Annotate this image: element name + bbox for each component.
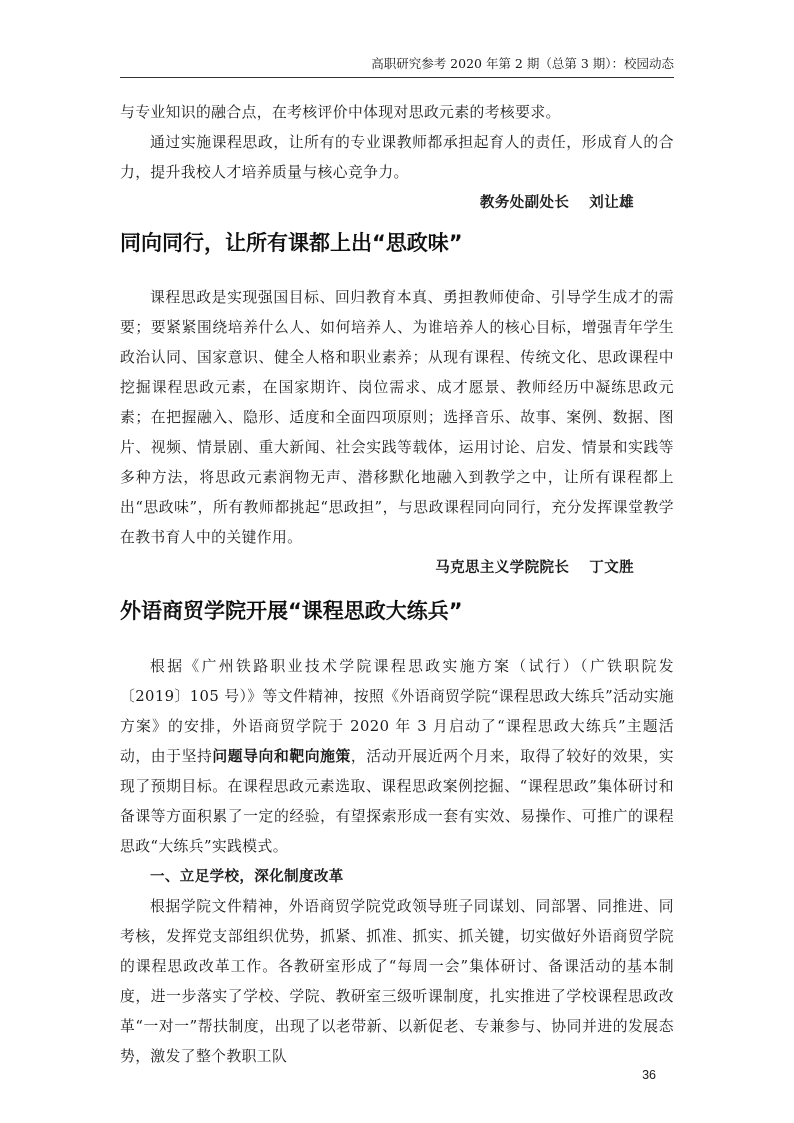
signature-name: 丁文胜 — [589, 560, 634, 576]
paragraph: 课程思政是实现强国目标、回归教育本真、勇担教师使命、引导学生成才的需要；要紧紧围绕培养什么人、如何培养人、为谁培养人的核心目标，增强青年学生政治认同、国家意识、健全人格和职业素养；从现有课程、传统文化、思政课程中挖掘课程思政元素，在国家期许、岗位需求、成才愿景、教师经历中凝练思政元素；在把握融入、隐形、适度和全面四项原则；选择音乐、故事、案例、数据、图片、视频、情景剧、重大新闻、社会实践等载体，运用讨论、启发、情景和实践等多种方法，将思政元素润物无声、潜移默化地融入到教学之中，让所有课程都上出“思政味”，所有教师都挑起“思政担”，与思政课程同向同行，充分发挥课堂教学在教书育人中的关键作用。 — [120, 289, 674, 546]
signature-name: 刘让雄 — [589, 195, 634, 211]
section-title: 外语商贸学院开展“课程思政大练兵” — [120, 599, 463, 623]
section2-body — [120, 652, 674, 1072]
emphasis-text: 问题导向和靶向施策 — [212, 748, 351, 765]
signature — [120, 553, 674, 583]
running-header: 高职研究参考 2020 年第 2 期（总第 3 期）：校园动态 — [120, 55, 674, 78]
section0-body — [120, 98, 674, 218]
paragraph: 与专业知识的融合点，在考核评价中体现对思政元素的考核要求。 — [120, 104, 561, 121]
paragraph: 通过实施课程思政，让所有的专业课教师都承担起育人的责任，形成育人的合力，提升我校人才培养质量与核心竞争力。 — [120, 134, 674, 181]
paragraph: 根据学院文件精神，外语商贸学院党政领导班子同谋划、同部署、同推进、同考核，发挥党支部组织优势，抓紧、抓准、抓实、抓关键，切实做好外语商贸学院的课程思政改革工作。各教研室形成了“每周一会”集体研讨、备课活动的基本制度，进一步落实了学校、学院、教研室三级听课制度，扎实推进了学校课程思政改革“一对一”帮扶制度，出现了以老带新、以新促老、专兼参与、协同并进的发展态势，激发了整个教职工队 — [120, 898, 674, 1065]
paragraph — [120, 652, 674, 862]
section-title: 同向同行，让所有课都上出“思政味” — [120, 231, 463, 255]
text-run: ，活动开展近两个月来，取得了较好的效果，实现了预期目标。在课程思政元素选取、课程思政案例挖掘、“课程思政”集体研讨和备课等方面积累了一定的经验，有望探索形成一套有实效、易操作、可推广的课程思政“大练兵”实践模式。 — [120, 748, 674, 855]
signature — [120, 188, 674, 218]
page-number: 36 — [642, 1068, 656, 1082]
subheading: 一、立足学校，深化制度改革 — [150, 869, 344, 885]
section1-body — [120, 283, 674, 583]
signature-role: 教务处副处长 — [479, 195, 570, 211]
signature-role: 马克思主义学院院长 — [435, 560, 570, 576]
text-run: 根据《广州铁路职业技术学院课程思政实施方案（试行）（广铁职院发〔2019〕105 号）》等文件精神，按照《外语商贸学院“课程思政大练兵”活动实施方案》的安排，外语商贸学院于 2020 年 3 月启动了“课程思政大练兵”主题活动，由于坚持 — [120, 658, 674, 765]
